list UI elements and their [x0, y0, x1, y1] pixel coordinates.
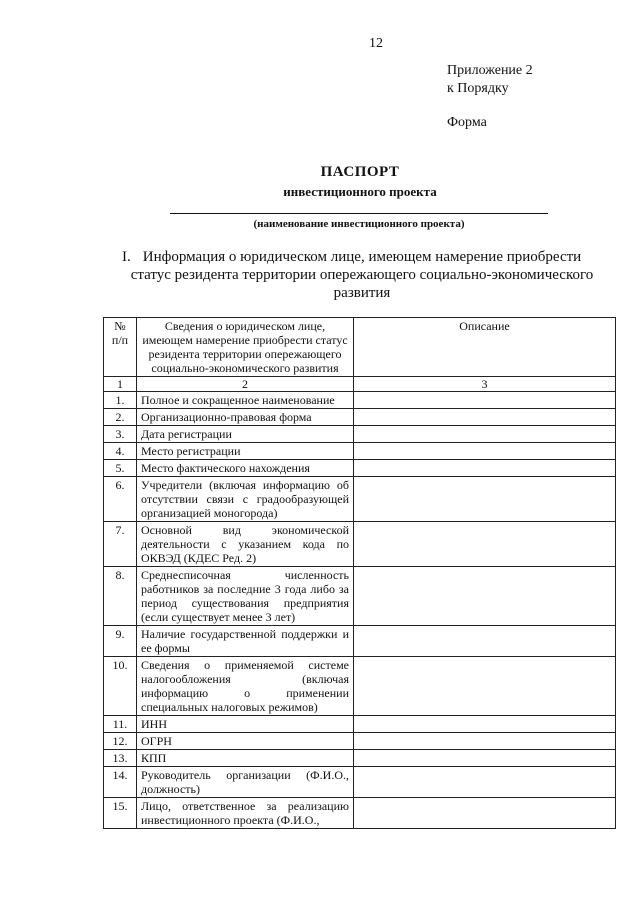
row-label: Место фактического нахождения: [137, 460, 354, 477]
row-description-field[interactable]: [354, 733, 616, 750]
row-label: ОГРН: [137, 733, 354, 750]
table-row: [104, 657, 616, 716]
column-number: 2: [137, 377, 354, 392]
appendix-block: [447, 62, 533, 132]
row-description-field[interactable]: [354, 409, 616, 426]
row-label: Основной вид экономической деятельности с указанием кода по ОКВЭД (КДЕС Ред. 2): [137, 522, 354, 567]
form-label: Форма: [447, 115, 487, 130]
row-description-field[interactable]: [354, 767, 616, 798]
row-description-field[interactable]: [354, 477, 616, 522]
row-description-field[interactable]: [354, 426, 616, 443]
appendix-line2: к Порядку: [447, 81, 509, 96]
row-label: КПП: [137, 750, 354, 767]
table-row: [104, 409, 616, 426]
row-number: 5.: [104, 460, 137, 477]
table-row: [104, 443, 616, 460]
row-label: Дата регистрации: [137, 426, 354, 443]
row-number: 14.: [104, 767, 137, 798]
table-row: [104, 798, 616, 829]
row-description-field[interactable]: [354, 750, 616, 767]
section-number: I.: [122, 249, 131, 265]
row-number: 6.: [104, 477, 137, 522]
table-row: [104, 522, 616, 567]
row-number: 1.: [104, 392, 137, 409]
table-row: [104, 567, 616, 626]
document-title: [160, 164, 560, 200]
table-row: [104, 716, 616, 733]
row-label: Сведения о применяемой системе налогообложения (включая информацию о применении специальных налоговых режимов): [137, 657, 354, 716]
row-number: 9.: [104, 626, 137, 657]
table-row: [104, 460, 616, 477]
column-number: 3: [354, 377, 616, 392]
table-row: [104, 626, 616, 657]
table-row: [104, 392, 616, 409]
table-row: [104, 767, 616, 798]
row-label: Учредители (включая информацию об отсутствии связи с градообразующей организацией моногорода): [137, 477, 354, 522]
row-description-field[interactable]: [354, 716, 616, 733]
row-label: Организационно-правовая форма: [137, 409, 354, 426]
table-row: [104, 426, 616, 443]
title-main: ПАСПОРТ: [320, 164, 400, 180]
project-name-caption: (наименование инвестиционного проекта): [253, 218, 465, 230]
row-label: Лицо, ответственное за реализацию инвестиционного проекта (Ф.И.О.,: [137, 798, 354, 829]
project-name-line: [170, 213, 548, 214]
row-label: Место регистрации: [137, 443, 354, 460]
row-number: 3.: [104, 426, 137, 443]
row-description-field[interactable]: [354, 392, 616, 409]
row-number: 4.: [104, 443, 137, 460]
appendix-line1: Приложение 2: [447, 63, 533, 78]
row-description-field[interactable]: [354, 567, 616, 626]
row-label: Наличие государственной поддержки и ее формы: [137, 626, 354, 657]
row-number: 15.: [104, 798, 137, 829]
section-heading: [122, 248, 602, 302]
row-label: Среднесписочная численность работников за последние 3 года либо за период существования предприятия (если существует менее 3 лет): [137, 567, 354, 626]
row-label: Полное и сокращенное наименование: [137, 392, 354, 409]
row-label: ИНН: [137, 716, 354, 733]
row-number: 11.: [104, 716, 137, 733]
column-number: 1: [104, 377, 137, 392]
table-row: [104, 477, 616, 522]
row-description-field[interactable]: [354, 657, 616, 716]
row-number: 10.: [104, 657, 137, 716]
section-text: Информация о юридическом лице, имеющем намерение приобрести статус резидента территории опережающего социально-экономического развития: [130, 249, 594, 301]
row-number: 8.: [104, 567, 137, 626]
page-number: 12: [369, 36, 383, 51]
title-sub: инвестиционного проекта: [283, 184, 437, 199]
row-number: 7.: [104, 522, 137, 567]
row-description-field[interactable]: [354, 443, 616, 460]
row-number: 12.: [104, 733, 137, 750]
row-description-field[interactable]: [354, 522, 616, 567]
row-label: Руководитель организации (Ф.И.О., должность): [137, 767, 354, 798]
column-number-row: [104, 377, 616, 392]
row-number: 13.: [104, 750, 137, 767]
row-description-field[interactable]: [354, 460, 616, 477]
table-row: [104, 733, 616, 750]
legal-entity-table: [103, 317, 616, 829]
header-info: Сведения о юридическом лице, имеющем намерение приобрести статус резидента территории опережающего социально-экономического развития: [137, 318, 354, 377]
row-number: 2.: [104, 409, 137, 426]
table-row: [104, 750, 616, 767]
row-description-field[interactable]: [354, 798, 616, 829]
table-header-row: [104, 318, 616, 377]
header-number: № п/п: [104, 318, 137, 377]
row-description-field[interactable]: [354, 626, 616, 657]
header-description: Описание: [354, 318, 616, 377]
